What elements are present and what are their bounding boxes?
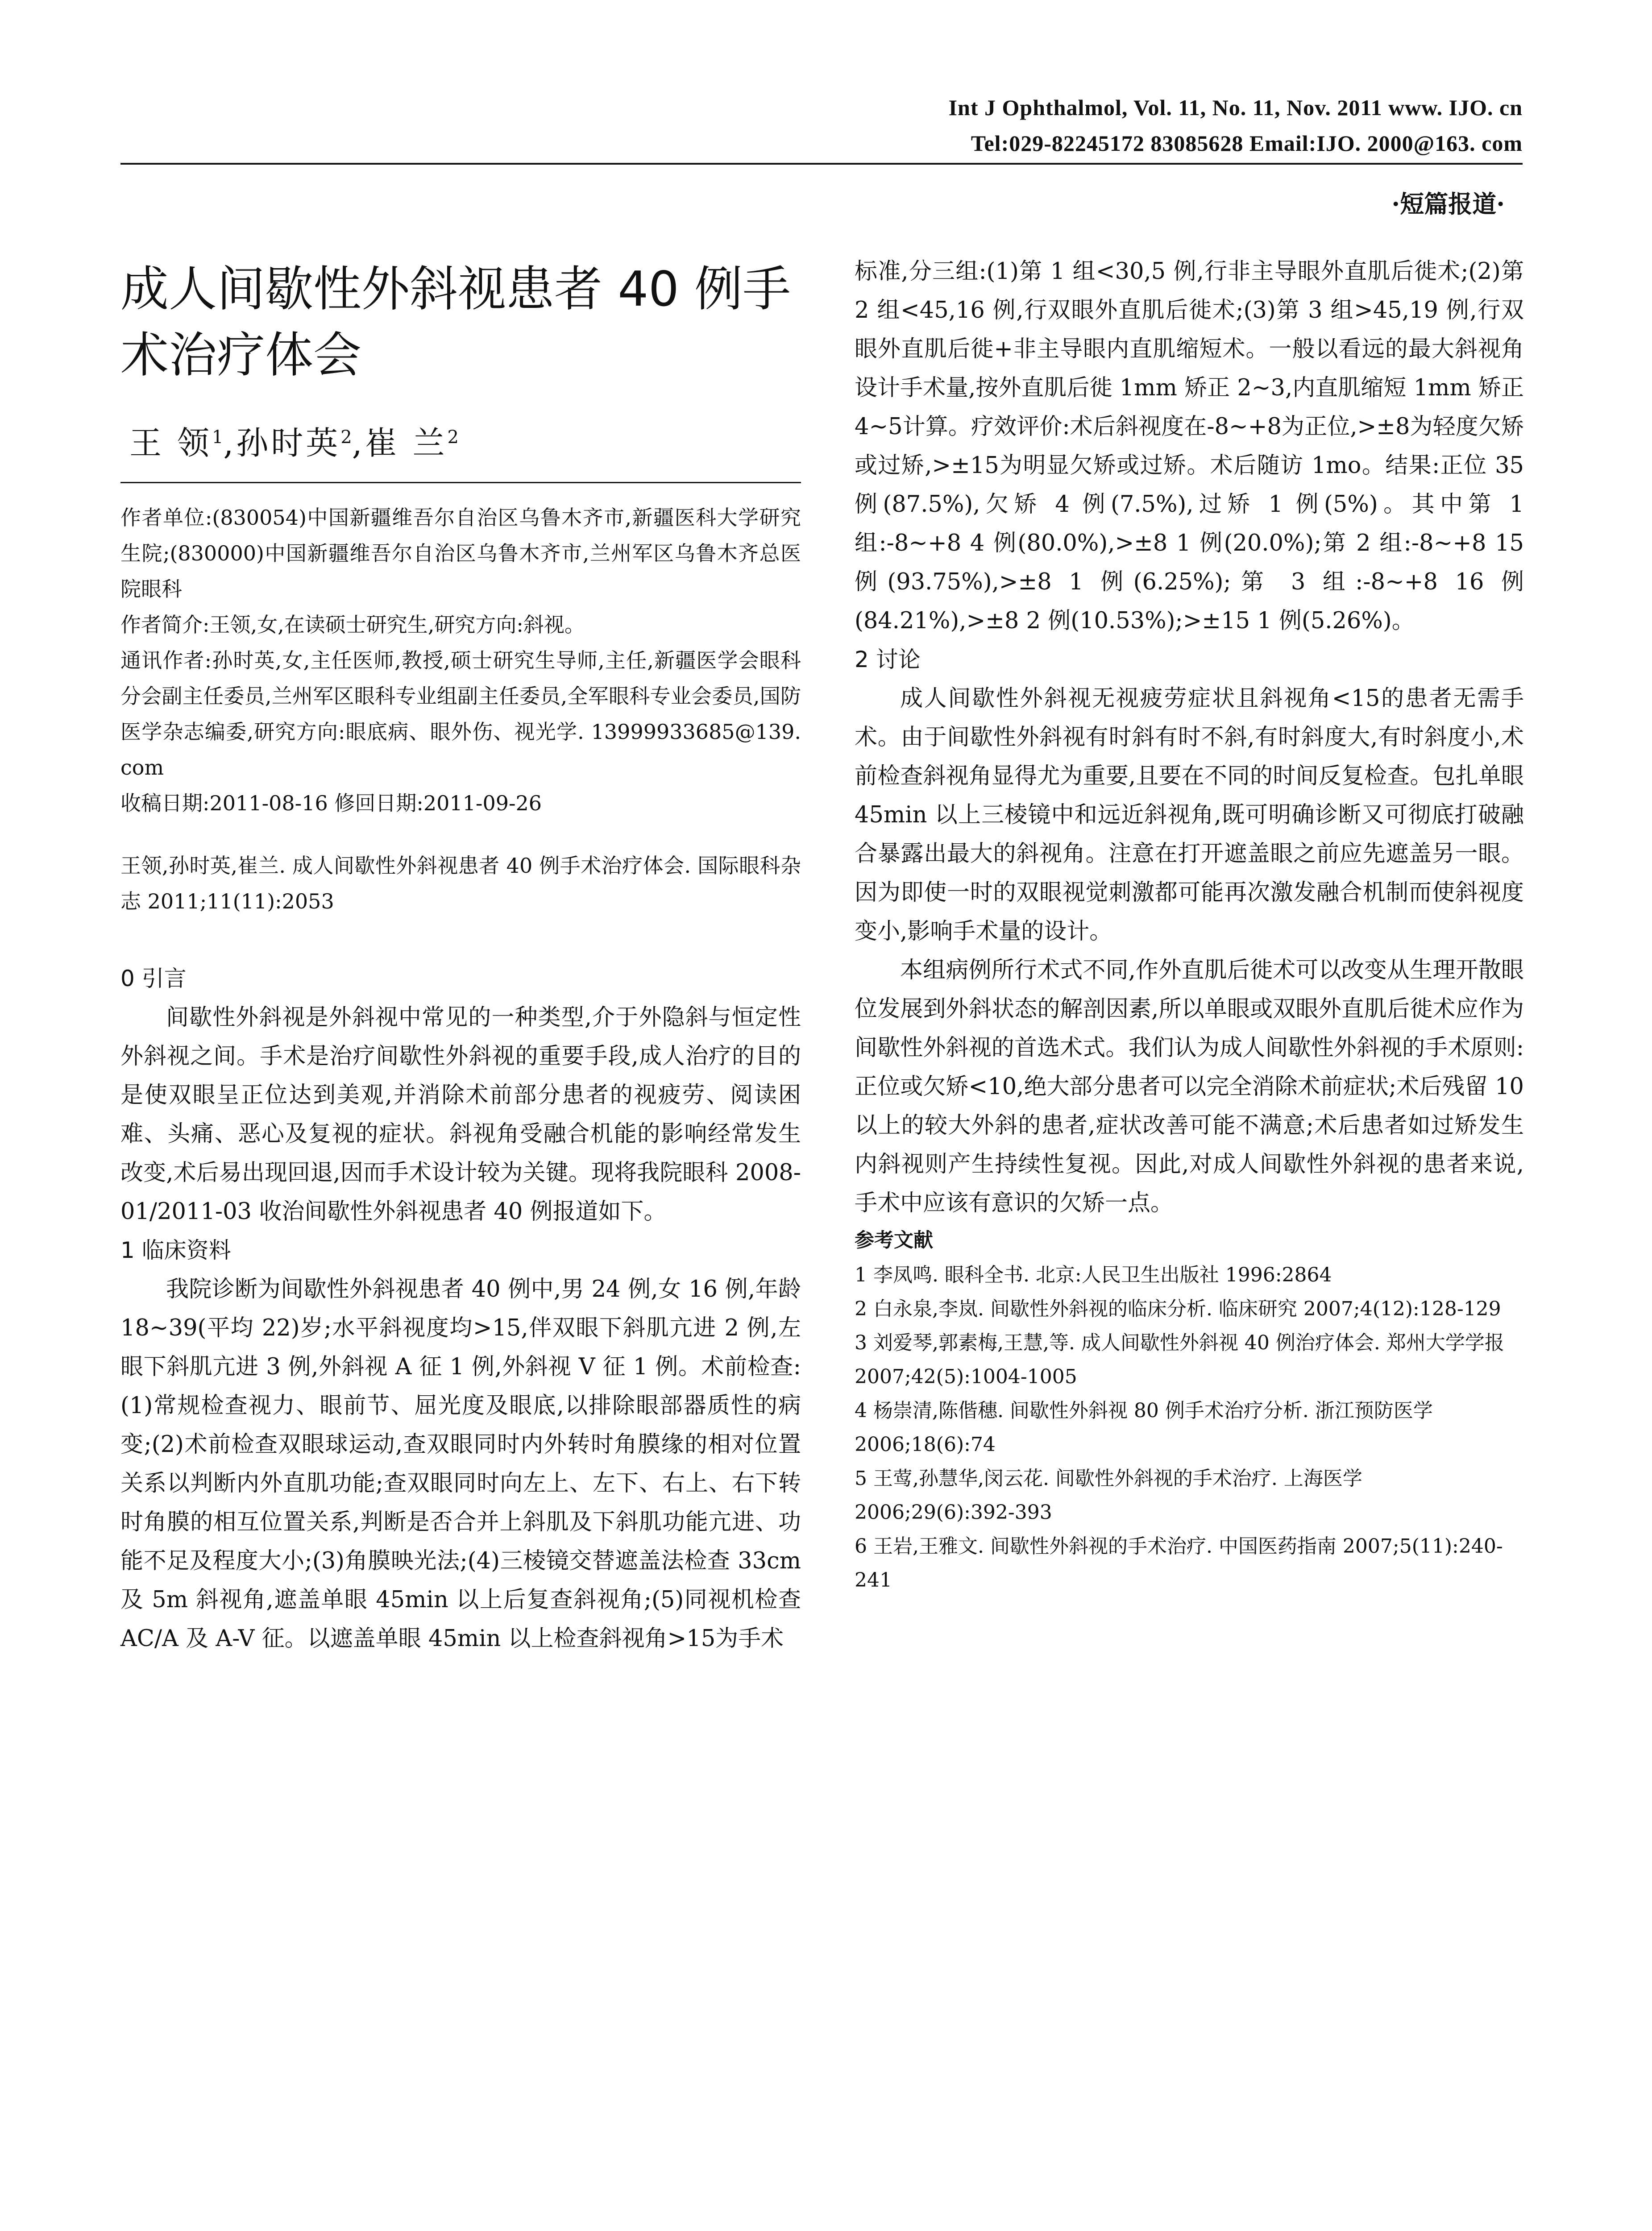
intro-paragraph: 间歇性外斜视是外斜视中常见的一种类型,介于外隐斜与恒定性外斜视之间。手术是治疗间歇性外斜视的重要手段,成人治疗的目的是使双眼呈正位达到美观,并消除术前部分患者的视疲劳、阅读困难、头痛、恶心及复视的症状。斜视角受融合机能的影响经常发生改变,术后易出现回退,因而手术设计较为关键。现将我院眼科 2008-01/2011-03 收治间歇性外斜视患者 40 例报道如下。 [120, 1004, 801, 1225]
author-3-affiliation: 2 [447, 427, 459, 448]
reference-item: 6 王岩,王雅文. 间歇性外斜视的手术治疗. 中国医药指南 2007;5(11):240-241 [855, 1535, 1503, 1592]
reference-item: 5 王莺,孙慧华,闵云花. 间歇性外斜视的手术治疗. 上海医学 2006;29(6):392-393 [855, 1467, 1362, 1524]
discussion-paragraph-2: 本组病例所行术式不同,作外直肌后徙术可以改变从生理开散眼位发展到外斜状态的解剖因素,所以单眼或双眼外直肌后徙术应作为间歇性外斜视的首选术式。我们认为成人间歇性外斜视的手术原则:正位或欠矫<10,绝大部分患者可以完全消除术前症状;术后残留 10以上的较大外斜的患者,症状改善可能不满意;术后患者如过矫发生内斜视则产生持续性复视。因此,对成人间歇性外斜视的患者来说,手术中应该有意识的欠矫一点。 [855, 957, 1524, 1216]
body-left-column [120, 959, 801, 1658]
header-rule [120, 163, 1523, 165]
clinical-paragraph-continued: 标准,分三组:(1)第 1 组<30,5 例,行非主导眼外直肌后徙术;(2)第 2 组<45,16 例,行双眼外直肌后徙术;(3)第 3 组>45,19 例,行双眼外直肌后徙+非主导眼内直肌缩短术。一般以看远的最大斜视角设计手术量,按外直肌后徙 1mm 矫正 2~3,内直肌缩短 1mm 矫正 4~5计算。疗效评价:术后斜视度在-8~+8为正位,>±8为轻度欠矫或过矫,>±15为明显欠矫或过矫。术后随访 1mo。结果:正位 35 例(87.5%),欠矫 4 例(7.5%),过矫 1 例(5%)。其中第 1 组:-8~+8 4 例(80.0%),>±8 1 例(20.0%);第 2 组:-8~+8 15 例(93.75%),>±8 1 例(6.25%);第 3 组:-8~+8 16 例(84.21%),>±8 2 例(10.53%);>±15 1 例(5.26%)。 [855, 258, 1524, 634]
citation: 王领,孙时英,崔兰. 成人间歇性外斜视患者 40 例手术治疗体会. 国际眼科杂志 2011;11(11):2053 [120, 854, 801, 913]
journal-header-line2: Tel:029-82245172 83085628 Email:IJO. 2000@163. com [971, 131, 1523, 156]
section-heading-clinical: 1 临床资料 [120, 1237, 231, 1263]
author-3: ,崔 兰 [352, 424, 448, 462]
clinical-paragraph: 我院诊断为间歇性外斜视患者 40 例中,男 24 例,女 16 例,年龄 18~39(平均 22)岁;水平斜视度均>15,伴双眼下斜肌亢进 2 例,左眼下斜肌亢进 3 例,外斜视 A 征 1 例,外斜视 V 征 1 例。术前检查:(1)常规检查视力、眼前节、屈光度及眼底,以排除眼部器质性的病变;(2)术前检查双眼球运动,查双眼同时内外转时角膜缘的相对位置关系以判断内外直肌功能;查双眼同时向左上、左下、右上、右下转时角膜的相互位置关系,判断是否合并上斜肌及下斜肌功能亢进、功能不足及程度大小;(3)角膜映光法;(4)三棱镜交替遮盖法检查 33cm 及 5m 斜视角,遮盖单眼 45min 以上后复查斜视角;(5)同视机检查 AC/A 及 A-V 征。以遮盖单眼 45min 以上检查斜视角>15为手术 [120, 1276, 801, 1652]
author-1: 王 领 [129, 424, 212, 462]
body-right-column [855, 252, 1524, 1597]
section-tag: ·短篇报道· [1391, 190, 1505, 218]
author-bio: 作者简介:王领,女,在读硕士研究生,研究方向:斜视。 [120, 613, 585, 637]
discussion-paragraph-1: 成人间歇性外斜视无视疲劳症状且斜视角<15的患者无需手术。由于间歇性外斜视有时斜有时不斜,有时斜度大,有时斜度小,术前检查斜视角显得尤为重要,且要在不同的时间反复检查。包扎单眼 45min 以上三棱镜中和远近斜视角,既可明确诊断又可彻底打破融合暴露出最大的斜视角。注意在打开遮盖眼之前应先遮盖另一眼。因为即使一时的双眼视觉刺激都可能再次激发融合机制而使斜视度变小,影响手术量的设计。 [855, 685, 1524, 945]
corresponding-author: 通讯作者:孙时英,女,主任医师,教授,硕士研究生导师,主任,新疆医学会眼科分会副主任委员,兰州军区眼科专业组副主任委员,全军眼科专业会委员,国防医学杂志编委,研究方向:眼底病、眼外伤、视光学. 13999933685@139. com [120, 648, 801, 780]
author-1-affiliation: 1 [212, 427, 224, 448]
author-metadata [120, 500, 801, 821]
author-list [129, 417, 459, 464]
reference-item: 4 杨崇清,陈偕穗. 间歇性外斜视 80 例手术治疗分析. 浙江预防医学 2006;18(6):74 [855, 1399, 1433, 1456]
reference-item: 3 刘爱琴,郭素梅,王慧,等. 成人间歇性外斜视 40 例治疗体会. 郑州大学学报 2007;42(5):1004-1005 [855, 1331, 1504, 1388]
author-rule [120, 482, 801, 483]
author-affiliation: 作者单位:(830054)中国新疆维吾尔自治区乌鲁木齐市,新疆医科大学研究生院;(830000)中国新疆维吾尔自治区乌鲁木齐市,兰州军区乌鲁木齐总医院眼科 [120, 506, 801, 601]
author-2: ,孙时英 [223, 424, 341, 462]
reference-item: 1 李凤鸣. 眼科全书. 北京:人民卫生出版社 1996:2864 [855, 1264, 1332, 1286]
references-heading: 参考文献 [855, 1229, 933, 1252]
section-heading-discussion: 2 讨论 [855, 647, 921, 672]
received-revised-dates: 收稿日期:2011-08-16 修回日期:2011-09-26 [120, 791, 542, 815]
author-2-affiliation: 2 [340, 427, 352, 448]
section-heading-intro: 0 引言 [120, 966, 187, 991]
reference-item: 2 白永泉,李岚. 间歇性外斜视的临床分析. 临床研究 2007;4(12):128-129 [855, 1298, 1501, 1320]
article-title: 成人间歇性外斜视患者 40 例手术治疗体会 [120, 261, 791, 383]
journal-header-line1: Int J Ophthalmol, Vol. 11, No. 11, Nov. 2011 www. IJO. cn [948, 95, 1523, 120]
